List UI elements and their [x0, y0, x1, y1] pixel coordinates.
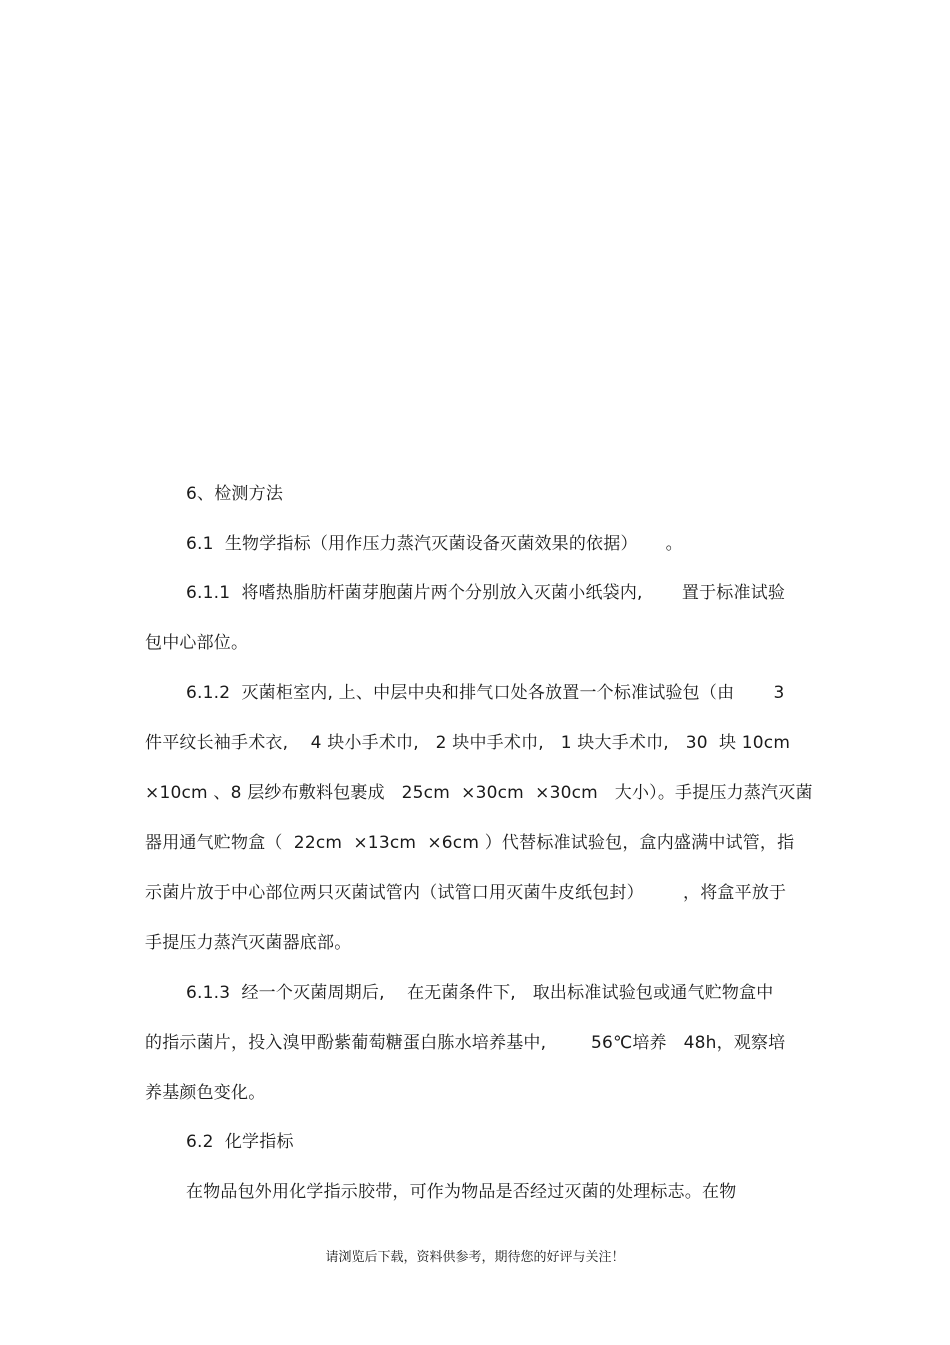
section-heading-6-1: 6.1 生物学指标（用作压力蒸汽灭菌设备灭菌效果的依据） 。: [186, 534, 683, 554]
section-heading-6: 6、检测方法: [186, 484, 284, 504]
paragraph-6-1-2-line-6: 手提压力蒸汽灭菌器底部。: [145, 933, 352, 953]
paragraph-6-1-2-line-5: 示菌片放于中心部位两只灭菌试管内（试管口用灭菌牛皮纸包封） ，将盒平放于: [145, 883, 787, 903]
paragraph-6-1-3-line-2: 的指示菌片，投入溴甲酚紫葡萄糖蛋白胨水培养基中, 56℃培养 48h，观察培: [145, 1033, 786, 1053]
paragraph-6-1-3-line-3: 养基颜色变化。: [145, 1083, 266, 1103]
paragraph-6-1-2-line-3: ×10cm 、8 层纱布敷料包裹成 25cm ×30cm ×30cm 大小）。手提压力蒸汽灭菌: [145, 783, 813, 803]
paragraph-6-1-2-line-2: 件平纹长袖手术衣, 4 块小手术巾, 2 块中手术巾, 1 块大手术巾, 30 块 10cm: [145, 733, 791, 753]
paragraph-6-1-3-line-1: 6.1.3 经一个灭菌周期后, 在无菌条件下, 取出标准试验包或通气贮物盒中: [186, 983, 774, 1003]
paragraph-6-1-2-line-1: 6.1.2 灭菌柜室内, 上、中层中央和排气口处各放置一个标准试验包（由 3: [186, 683, 785, 703]
section-heading-6-2: 6.2 化学指标: [186, 1132, 294, 1152]
page-footer: 请浏览后下载，资料供参考，期待您的好评与关注！: [325, 1250, 625, 1265]
paragraph-6-1-1-line-2: 包中心部位。: [145, 633, 249, 653]
paragraph-6-1-2-line-4: 器用通气贮物盒（ 22cm ×13cm ×6cm ）代替标准试验包，盒内盛满中试管，指: [145, 833, 795, 853]
paragraph-6-1-1-line-1: 6.1.1 将嗜热脂肪杆菌芽胞菌片两个分别放入灭菌小纸袋内, 置于标准试验: [186, 583, 786, 603]
paragraph-6-2-line-1: 在物品包外用化学指示胶带，可作为物品是否经过灭菌的处理标志。在物: [186, 1182, 737, 1202]
